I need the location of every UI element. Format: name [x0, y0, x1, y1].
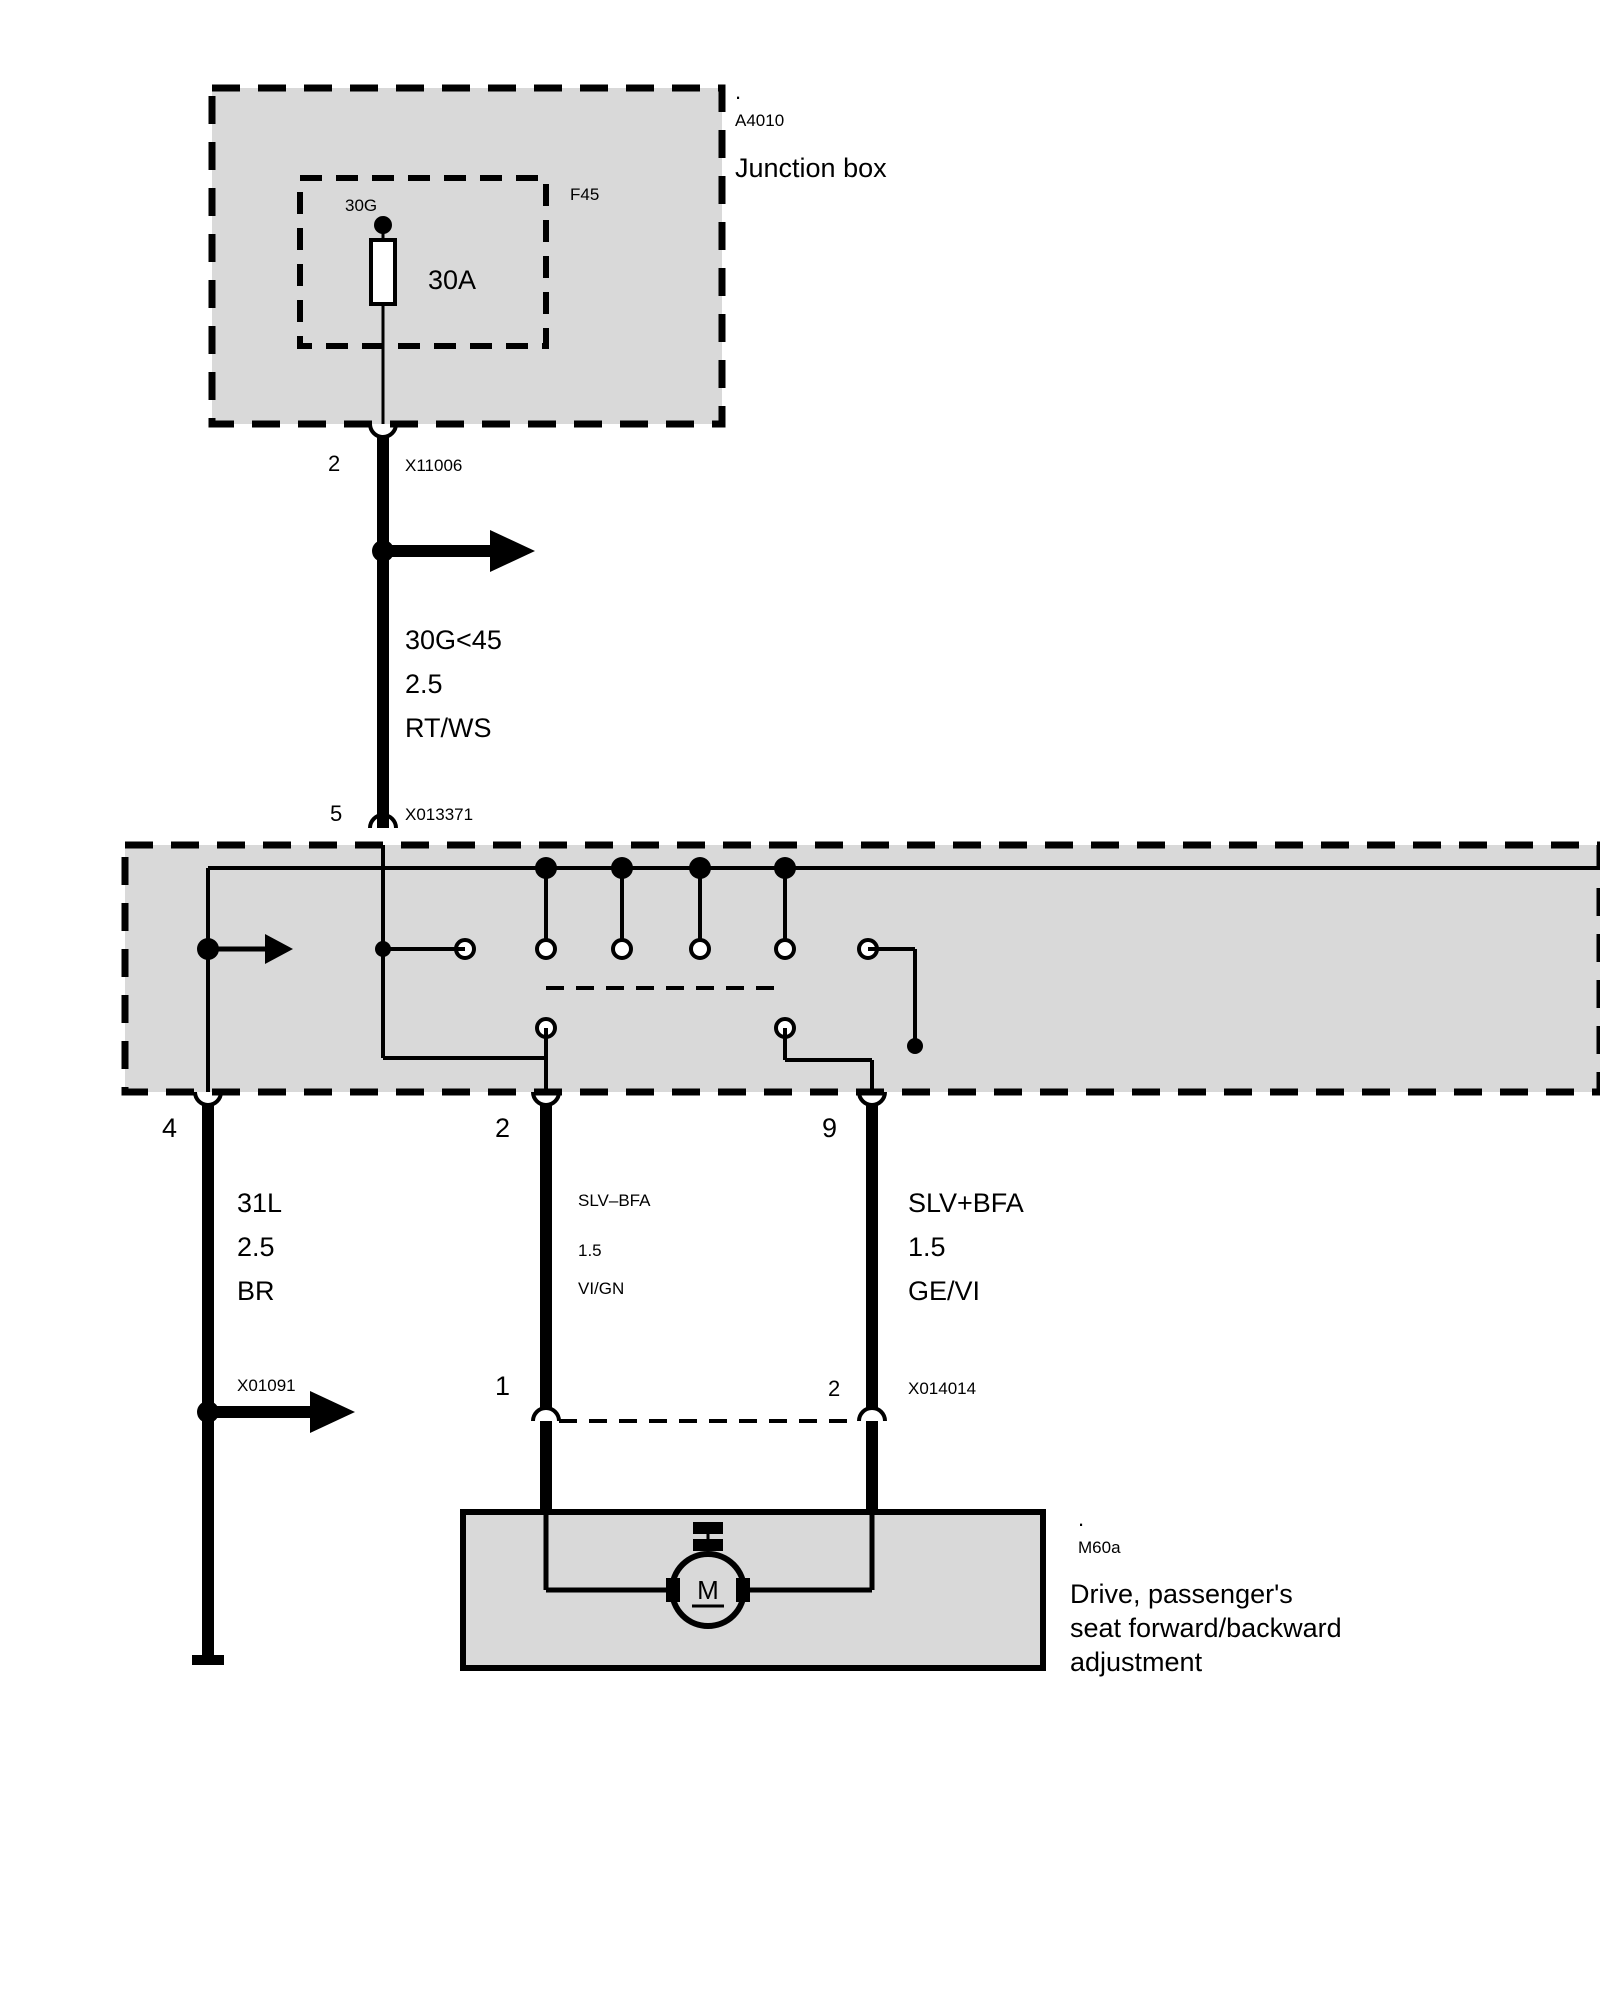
slv-plus-pin: 9: [822, 1113, 838, 1143]
fuse-id: F45: [570, 185, 600, 204]
switch-module-outline: [125, 845, 1600, 1092]
junction-out-connector: X11006: [405, 456, 463, 475]
motor-label-line1: Drive, passenger's: [1070, 1579, 1293, 1609]
slv-plus-connector: X014014: [908, 1379, 977, 1398]
fuse-rating: 30A: [428, 265, 477, 295]
connector-x014014-symbol: [859, 1408, 885, 1421]
ground-wire-name: 31L: [237, 1188, 283, 1218]
ground-connector: X01091: [237, 1376, 296, 1395]
motor-letter: M: [697, 1575, 719, 1605]
ground-continuation-arrow: [310, 1391, 355, 1433]
module-in-connector: X013371: [405, 805, 474, 824]
slv-minus-color: VI/GN: [578, 1279, 625, 1298]
motor-ref-dot: .: [1078, 1506, 1085, 1531]
module-in-pin: 5: [330, 801, 343, 826]
connector-motor-pin1-symbol: [533, 1408, 559, 1421]
motor-ref: M60a: [1078, 1538, 1121, 1557]
fuse-box-outline: [300, 178, 546, 346]
motor-label-line3: adjustment: [1070, 1647, 1203, 1677]
ground-pin: 4: [162, 1113, 178, 1143]
ground-wire-size: 2.5: [237, 1232, 275, 1262]
slv-plus-size: 1.5: [908, 1232, 946, 1262]
contact-point-f: [776, 940, 794, 958]
contact-point-e: [691, 940, 709, 958]
overload-symbol-bottom: [693, 1539, 723, 1551]
slv-plus-color: GE/VI: [908, 1276, 981, 1306]
slv-minus-device-pin: 1: [495, 1371, 511, 1401]
slv-minus-name: SLV–BFA: [578, 1191, 651, 1210]
supply-wire-color: RT/WS: [405, 713, 492, 743]
junction-out-pin: 2: [328, 451, 341, 476]
motor-label-line2: seat forward/backward: [1070, 1613, 1342, 1643]
fuse-element: [371, 240, 395, 304]
supply-continuation-arrow: [490, 530, 535, 572]
slv-plus-name: SLV+BFA: [908, 1188, 1024, 1218]
contact-node-right: [907, 1038, 923, 1054]
slv-minus-pin: 2: [495, 1113, 511, 1143]
motor-brush-left: [666, 1578, 680, 1602]
supply-wire-name: 30G<45: [405, 625, 502, 655]
junction-box-title: Junction box: [735, 153, 887, 183]
fuse-circuit: 30G: [345, 196, 378, 215]
slv-minus-size: 1.5: [578, 1241, 602, 1260]
overload-symbol-top: [693, 1522, 723, 1534]
ground-wire-color: BR: [237, 1276, 275, 1306]
motor-brush-right: [736, 1578, 750, 1602]
junction-box-ref: A4010: [735, 111, 785, 130]
junction-box-ref-dot: .: [735, 79, 742, 104]
contact-point-d: [613, 940, 631, 958]
supply-wire-size: 2.5: [405, 669, 443, 699]
contact-point-b: [537, 940, 555, 958]
slv-plus-device-pin: 2: [828, 1376, 841, 1401]
